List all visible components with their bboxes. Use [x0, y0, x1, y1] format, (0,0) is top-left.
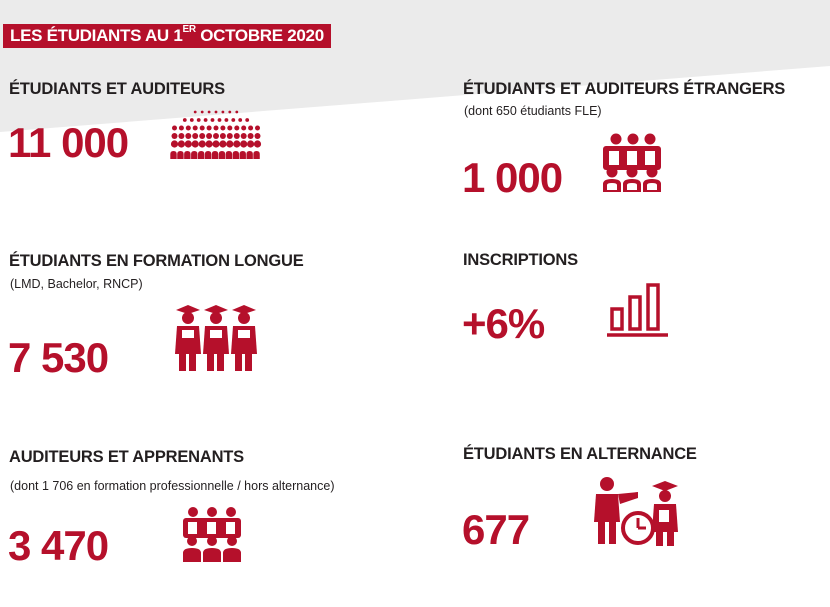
foreign-title: ÉTUDIANTS ET AUDITEURS ÉTRANGERS [463, 80, 786, 98]
header-background-band [0, 0, 830, 135]
auditors-value: 3 470 [8, 522, 109, 569]
inscriptions-title: INSCRIPTIONS [463, 251, 578, 269]
bar-chart-icon [606, 281, 670, 339]
auditors-title: AUDITEURS ET APPRENANTS [9, 448, 244, 466]
auditors-subtitle: (dont 1 706 en formation professionnelle / hors alternance) [10, 479, 335, 493]
work-study-icon [590, 474, 686, 548]
foreign-value: 1 000 [462, 154, 563, 201]
long-value: 7 530 [8, 334, 109, 381]
graduates-icon [174, 304, 258, 374]
students-title: ÉTUDIANTS ET AUDITEURS [9, 80, 225, 98]
page-banner: LES ÉTUDIANTS AU 1ER OCTOBRE 2020 [3, 24, 331, 48]
crowd-icon [170, 108, 262, 160]
alternance-value: 677 [462, 506, 530, 553]
students-value: 11 000 [8, 119, 129, 166]
long-title: ÉTUDIANTS EN FORMATION LONGUE [9, 252, 304, 270]
foreign-students-icon [600, 132, 664, 194]
learners-icon [181, 506, 243, 564]
inscriptions-value: +6% [462, 300, 545, 347]
alternance-title: ÉTUDIANTS EN ALTERNANCE [463, 445, 697, 463]
long-subtitle: (LMD, Bachelor, RNCP) [10, 277, 143, 291]
foreign-subtitle: (dont 650 étudiants FLE) [464, 104, 602, 118]
